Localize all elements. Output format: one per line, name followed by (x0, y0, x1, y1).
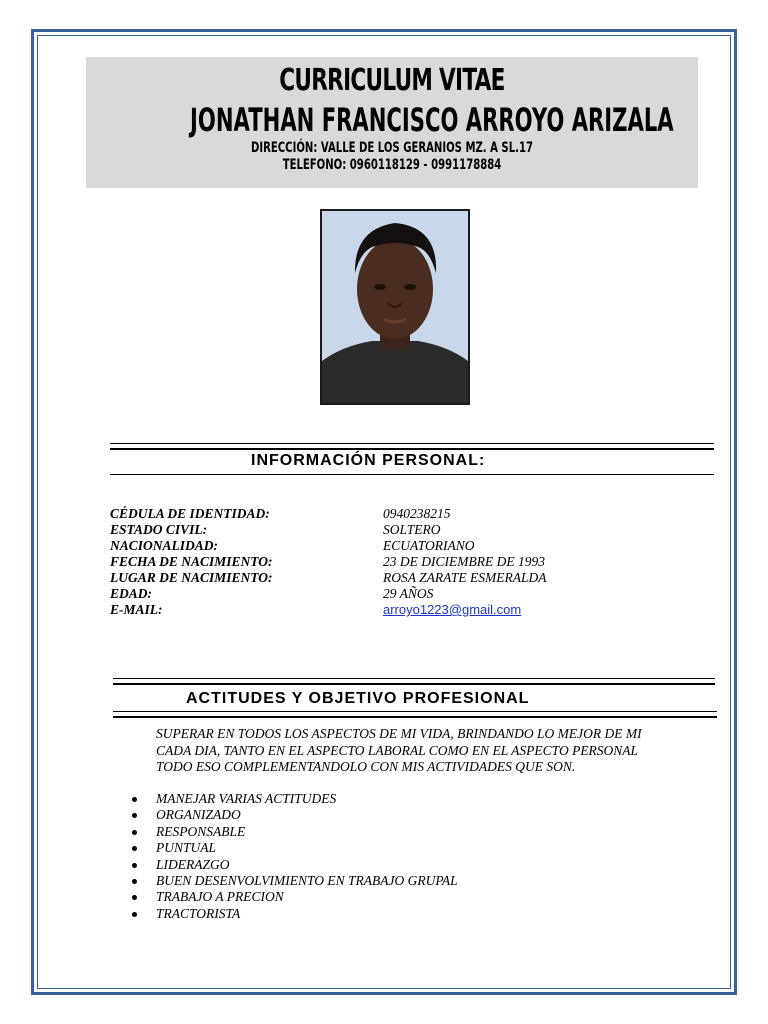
info-label: FECHA DE NACIMIENTO: (110, 554, 273, 569)
info-label: E-MAIL: (110, 602, 163, 617)
document-title: CURRICULUM VITAE (279, 63, 505, 98)
info-value: 29 AÑOS (383, 586, 434, 601)
bullet-icon (132, 879, 137, 884)
info-row (110, 554, 670, 570)
address-line: DIRECCIÓN: VALLE DE LOS GERANIOS MZ. A SL.17 (251, 140, 533, 156)
bullet-icon (132, 912, 137, 917)
bullet-icon (132, 863, 137, 868)
info-label: LUGAR DE NACIMIENTO: (110, 570, 273, 585)
info-value: 23 DE DICIEMBRE DE 1993 (383, 554, 545, 569)
bullet-icon (132, 797, 137, 802)
info-value: 0940238215 (383, 506, 451, 521)
objective-line: TODO ESO COMPLEMENTANDOLO CON MIS ACTIVIDADES QUE SON. (156, 759, 576, 774)
email-link[interactable]: arroyo1223@gmail.com (383, 602, 522, 617)
section-rule-bottom (110, 474, 714, 475)
header-box (86, 57, 698, 188)
info-value: ROSA ZARATE ESMERALDA (383, 570, 547, 585)
info-label: CÉDULA DE IDENTIDAD: (110, 506, 270, 521)
objective-line: SUPERAR EN TODOS LOS ASPECTOS DE MI VIDA, BRINDANDO LO MEJOR DE MI (156, 726, 642, 741)
list-item-text: LIDERAZGO (156, 856, 230, 872)
person-name: JONATHAN FRANCISCO ARROYO ARIZALA (190, 101, 674, 139)
info-value: SOLTERO (383, 522, 441, 537)
info-row (110, 586, 670, 602)
info-row (110, 506, 670, 522)
info-row (110, 538, 670, 554)
list-item-text: RESPONSABLE (156, 823, 246, 839)
personal-info-table (110, 506, 670, 618)
info-value: ECUATORIANO (383, 538, 475, 553)
list-item-text: TRACTORISTA (156, 905, 241, 921)
list-item-text: MANEJAR VARIAS ACTITUDES (156, 791, 337, 806)
portrait-photo-icon (322, 211, 468, 403)
phone-line: TELEFONO: 0960118129 - 0991178884 (282, 157, 502, 173)
list-item-text: PUNTUAL (156, 840, 217, 856)
section-rule-top (113, 678, 715, 685)
section-title-personal-info: INFORMACIÓN PERSONAL: (251, 452, 486, 469)
info-row (110, 602, 670, 618)
section-title-objective: ACTITUDES Y OBJETIVO PROFESIONAL (186, 690, 530, 707)
info-label: NACIONALIDAD: (110, 538, 219, 553)
objective-paragraph (156, 726, 676, 776)
section-rule-top (110, 443, 714, 450)
info-label: ESTADO CIVIL: (110, 522, 208, 537)
info-label: EDAD: (110, 586, 153, 601)
info-value (383, 602, 521, 618)
bullet-icon (132, 830, 137, 835)
list-item-text: ORGANIZADO (156, 807, 241, 823)
portrait-photo (320, 209, 470, 405)
list-item-text: TRABAJO A PRECION (156, 889, 284, 905)
objective-line: CADA DIA, TANTO EN EL ASPECTO LABORAL COMO EN EL ASPECTO PERSONAL (156, 742, 639, 758)
info-row (110, 522, 670, 538)
section-rule-bottom (113, 711, 717, 718)
list-item-text: BUEN DESENVOLVIMIENTO EN TRABAJO GRUPAL (156, 872, 458, 888)
info-row (110, 570, 670, 586)
